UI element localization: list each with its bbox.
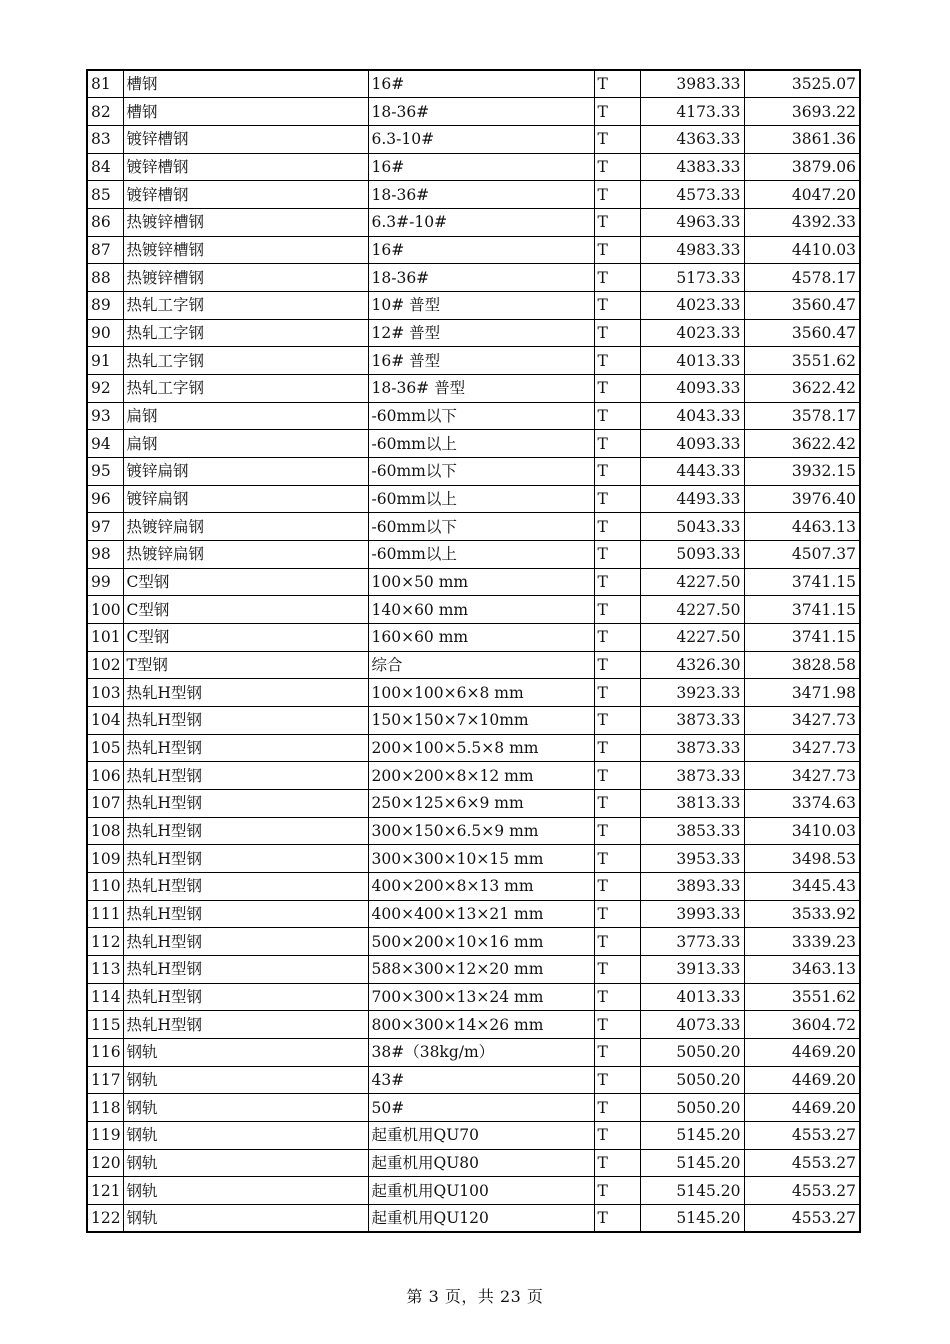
cell-material-name: 镀锌槽钢 — [123, 153, 368, 181]
cell-unit: T — [594, 540, 640, 568]
table-row — [87, 956, 860, 984]
cell-price-a: 4443.33 — [640, 457, 744, 485]
cell-unit: T — [594, 1066, 640, 1094]
cell-material-name: 扁钢 — [123, 402, 368, 430]
table-row — [87, 374, 860, 402]
cell-row-number: 85 — [87, 181, 123, 209]
cell-specification: -60mm以上 — [368, 430, 594, 458]
cell-material-name: 热轧H型钢 — [123, 789, 368, 817]
cell-price-a: 5145.20 — [640, 1122, 744, 1150]
cell-specification: 800×300×14×26 mm — [368, 1011, 594, 1039]
cell-specification: 6.3-10# — [368, 125, 594, 153]
cell-unit: T — [594, 762, 640, 790]
page-footer: 第 3 页，共 23 页 — [406, 1287, 544, 1306]
cell-row-number: 116 — [87, 1039, 123, 1067]
cell-unit: T — [594, 1011, 640, 1039]
cell-unit: T — [594, 402, 640, 430]
cell-specification: 18-36# 普型 — [368, 374, 594, 402]
cell-price-b: 3604.72 — [744, 1011, 860, 1039]
cell-row-number: 81 — [87, 70, 123, 98]
cell-unit: T — [594, 291, 640, 319]
cell-price-a: 4093.33 — [640, 374, 744, 402]
cell-price-b: 4553.27 — [744, 1205, 860, 1233]
table-row — [87, 762, 860, 790]
cell-specification: 38#（38kg/m） — [368, 1039, 594, 1067]
table-row — [87, 457, 860, 485]
cell-material-name: 钢轨 — [123, 1039, 368, 1067]
cell-price-a: 5093.33 — [640, 540, 744, 568]
cell-specification: 300×300×10×15 mm — [368, 845, 594, 873]
cell-specification: 18-36# — [368, 181, 594, 209]
cell-price-b: 4507.37 — [744, 540, 860, 568]
table-row — [87, 928, 860, 956]
cell-price-a: 5145.20 — [640, 1205, 744, 1233]
cell-material-name: 热轧H型钢 — [123, 928, 368, 956]
cell-price-b: 3551.62 — [744, 983, 860, 1011]
table-row — [87, 402, 860, 430]
cell-unit: T — [594, 70, 640, 98]
cell-material-name: 热轧H型钢 — [123, 983, 368, 1011]
cell-row-number: 114 — [87, 983, 123, 1011]
cell-price-b: 4469.20 — [744, 1094, 860, 1122]
cell-price-a: 4013.33 — [640, 983, 744, 1011]
cell-material-name: C型钢 — [123, 596, 368, 624]
cell-price-b: 3560.47 — [744, 291, 860, 319]
table-row — [87, 236, 860, 264]
cell-unit: T — [594, 347, 640, 375]
cell-material-name: 热轧H型钢 — [123, 762, 368, 790]
cell-price-a: 4043.33 — [640, 402, 744, 430]
table-row — [87, 1011, 860, 1039]
cell-specification: 400×200×8×13 mm — [368, 872, 594, 900]
cell-specification: 400×400×13×21 mm — [368, 900, 594, 928]
cell-specification: 50# — [368, 1094, 594, 1122]
cell-price-b: 3427.73 — [744, 734, 860, 762]
cell-material-name: 热轧H型钢 — [123, 956, 368, 984]
cell-specification: 100×50 mm — [368, 568, 594, 596]
cell-price-b: 4553.27 — [744, 1149, 860, 1177]
table-row — [87, 1177, 860, 1205]
cell-specification: 150×150×7×10mm — [368, 706, 594, 734]
cell-price-a: 3893.33 — [640, 872, 744, 900]
cell-unit: T — [594, 1177, 640, 1205]
cell-material-name: 槽钢 — [123, 70, 368, 98]
cell-row-number: 97 — [87, 513, 123, 541]
table-row — [87, 208, 860, 236]
table-row — [87, 817, 860, 845]
cell-row-number: 110 — [87, 872, 123, 900]
cell-material-name: 热轧H型钢 — [123, 734, 368, 762]
table-row — [87, 983, 860, 1011]
cell-price-a: 4093.33 — [640, 430, 744, 458]
cell-specification: -60mm以下 — [368, 457, 594, 485]
cell-row-number: 104 — [87, 706, 123, 734]
cell-specification: -60mm以上 — [368, 485, 594, 513]
cell-price-b: 3622.42 — [744, 374, 860, 402]
table-row — [87, 872, 860, 900]
cell-unit: T — [594, 872, 640, 900]
table-row — [87, 1122, 860, 1150]
table-row — [87, 1205, 860, 1233]
cell-specification: -60mm以上 — [368, 540, 594, 568]
table-row — [87, 1039, 860, 1067]
cell-row-number: 91 — [87, 347, 123, 375]
cell-price-b: 3741.15 — [744, 623, 860, 651]
cell-price-b: 3471.98 — [744, 679, 860, 707]
cell-price-a: 4326.30 — [640, 651, 744, 679]
cell-specification: 140×60 mm — [368, 596, 594, 624]
cell-unit: T — [594, 98, 640, 126]
cell-price-b: 4410.03 — [744, 236, 860, 264]
cell-price-a: 3813.33 — [640, 789, 744, 817]
cell-row-number: 94 — [87, 430, 123, 458]
cell-row-number: 118 — [87, 1094, 123, 1122]
cell-price-a: 4227.50 — [640, 568, 744, 596]
cell-specification: 12# 普型 — [368, 319, 594, 347]
cell-unit: T — [594, 623, 640, 651]
cell-row-number: 89 — [87, 291, 123, 319]
cell-price-b: 3622.42 — [744, 430, 860, 458]
cell-row-number: 109 — [87, 845, 123, 873]
cell-price-a: 3953.33 — [640, 845, 744, 873]
cell-material-name: 热轧H型钢 — [123, 872, 368, 900]
cell-material-name: T型钢 — [123, 651, 368, 679]
cell-price-a: 3853.33 — [640, 817, 744, 845]
cell-price-b: 4469.20 — [744, 1039, 860, 1067]
cell-unit: T — [594, 125, 640, 153]
cell-unit: T — [594, 956, 640, 984]
cell-row-number: 100 — [87, 596, 123, 624]
cell-price-b: 4463.13 — [744, 513, 860, 541]
cell-row-number: 115 — [87, 1011, 123, 1039]
cell-material-name: 热轧工字钢 — [123, 319, 368, 347]
cell-row-number: 121 — [87, 1177, 123, 1205]
table-row — [87, 540, 860, 568]
table-row — [87, 1066, 860, 1094]
cell-row-number: 95 — [87, 457, 123, 485]
cell-row-number: 103 — [87, 679, 123, 707]
cell-price-a: 5145.20 — [640, 1177, 744, 1205]
table-row — [87, 568, 860, 596]
cell-price-a: 5145.20 — [640, 1149, 744, 1177]
cell-price-a: 4227.50 — [640, 596, 744, 624]
cell-specification: 18-36# — [368, 264, 594, 292]
cell-price-b: 3374.63 — [744, 789, 860, 817]
cell-row-number: 93 — [87, 402, 123, 430]
cell-material-name: 镀锌扁钢 — [123, 457, 368, 485]
table-row — [87, 513, 860, 541]
table-row — [87, 98, 860, 126]
cell-row-number: 86 — [87, 208, 123, 236]
cell-row-number: 120 — [87, 1149, 123, 1177]
cell-price-b: 3578.17 — [744, 402, 860, 430]
cell-material-name: 热镀锌槽钢 — [123, 208, 368, 236]
cell-specification: 100×100×6×8 mm — [368, 679, 594, 707]
cell-price-b: 4469.20 — [744, 1066, 860, 1094]
cell-specification: 16# — [368, 153, 594, 181]
cell-price-a: 3773.33 — [640, 928, 744, 956]
cell-price-a: 4227.50 — [640, 623, 744, 651]
cell-material-name: C型钢 — [123, 623, 368, 651]
cell-price-a: 4023.33 — [640, 319, 744, 347]
cell-material-name: 槽钢 — [123, 98, 368, 126]
cell-material-name: C型钢 — [123, 568, 368, 596]
cell-row-number: 88 — [87, 264, 123, 292]
cell-price-a: 5043.33 — [640, 513, 744, 541]
cell-price-b: 3463.13 — [744, 956, 860, 984]
table-row — [87, 679, 860, 707]
cell-price-b: 3525.07 — [744, 70, 860, 98]
cell-specification: 16# — [368, 236, 594, 264]
cell-price-b: 3551.62 — [744, 347, 860, 375]
cell-price-a: 3923.33 — [640, 679, 744, 707]
cell-price-b: 4578.17 — [744, 264, 860, 292]
cell-unit: T — [594, 817, 640, 845]
cell-unit: T — [594, 153, 640, 181]
cell-price-b: 3861.36 — [744, 125, 860, 153]
cell-unit: T — [594, 734, 640, 762]
cell-price-b: 4553.27 — [744, 1177, 860, 1205]
cell-price-a: 4983.33 — [640, 236, 744, 264]
cell-specification: 起重机用QU70 — [368, 1122, 594, 1150]
cell-price-b: 3410.03 — [744, 817, 860, 845]
cell-price-a: 3913.33 — [640, 956, 744, 984]
cell-unit: T — [594, 568, 640, 596]
cell-row-number: 101 — [87, 623, 123, 651]
cell-material-name: 镀锌扁钢 — [123, 485, 368, 513]
cell-material-name: 热镀锌扁钢 — [123, 513, 368, 541]
cell-specification: 起重机用QU100 — [368, 1177, 594, 1205]
table-row — [87, 485, 860, 513]
cell-material-name: 钢轨 — [123, 1177, 368, 1205]
cell-price-b: 3498.53 — [744, 845, 860, 873]
cell-price-b: 3976.40 — [744, 485, 860, 513]
cell-unit: T — [594, 485, 640, 513]
cell-material-name: 热轧工字钢 — [123, 291, 368, 319]
cell-specification: -60mm以下 — [368, 513, 594, 541]
cell-price-b: 3693.22 — [744, 98, 860, 126]
cell-specification: 起重机用QU80 — [368, 1149, 594, 1177]
cell-price-b: 3932.15 — [744, 457, 860, 485]
cell-specification: 700×300×13×24 mm — [368, 983, 594, 1011]
cell-unit: T — [594, 1122, 640, 1150]
cell-price-a: 4573.33 — [640, 181, 744, 209]
cell-price-a: 4073.33 — [640, 1011, 744, 1039]
cell-price-b: 3533.92 — [744, 900, 860, 928]
table-row — [87, 181, 860, 209]
cell-material-name: 热轧H型钢 — [123, 817, 368, 845]
table-row — [87, 347, 860, 375]
cell-unit: T — [594, 1094, 640, 1122]
cell-price-a: 5050.20 — [640, 1066, 744, 1094]
cell-material-name: 钢轨 — [123, 1205, 368, 1233]
cell-row-number: 90 — [87, 319, 123, 347]
cell-specification: 200×100×5.5×8 mm — [368, 734, 594, 762]
cell-unit: T — [594, 845, 640, 873]
cell-unit: T — [594, 319, 640, 347]
cell-price-b: 3427.73 — [744, 706, 860, 734]
cell-row-number: 99 — [87, 568, 123, 596]
price-table-body — [87, 70, 860, 1232]
cell-specification: 16# — [368, 70, 594, 98]
cell-unit: T — [594, 1149, 640, 1177]
cell-price-a: 5173.33 — [640, 264, 744, 292]
table-row — [87, 70, 860, 98]
cell-price-a: 4963.33 — [640, 208, 744, 236]
cell-material-name: 钢轨 — [123, 1094, 368, 1122]
cell-material-name: 扁钢 — [123, 430, 368, 458]
table-row — [87, 734, 860, 762]
cell-specification: 18-36# — [368, 98, 594, 126]
cell-price-a: 3873.33 — [640, 706, 744, 734]
cell-row-number: 83 — [87, 125, 123, 153]
cell-unit: T — [594, 236, 640, 264]
cell-unit: T — [594, 430, 640, 458]
table-row — [87, 1149, 860, 1177]
cell-price-b: 3741.15 — [744, 596, 860, 624]
table-row — [87, 651, 860, 679]
cell-price-b: 3741.15 — [744, 568, 860, 596]
table-row — [87, 596, 860, 624]
cell-material-name: 镀锌槽钢 — [123, 181, 368, 209]
cell-unit: T — [594, 264, 640, 292]
table-row — [87, 291, 860, 319]
cell-unit: T — [594, 1205, 640, 1233]
cell-material-name: 热轧H型钢 — [123, 900, 368, 928]
cell-price-b: 3339.23 — [744, 928, 860, 956]
table-row — [87, 900, 860, 928]
price-table — [86, 69, 861, 1233]
cell-material-name: 热轧工字钢 — [123, 347, 368, 375]
cell-row-number: 107 — [87, 789, 123, 817]
cell-row-number: 111 — [87, 900, 123, 928]
cell-price-a: 5050.20 — [640, 1094, 744, 1122]
cell-price-b: 4392.33 — [744, 208, 860, 236]
table-row — [87, 153, 860, 181]
cell-specification: 250×125×6×9 mm — [368, 789, 594, 817]
cell-unit: T — [594, 181, 640, 209]
cell-specification: 起重机用QU120 — [368, 1205, 594, 1233]
cell-price-a: 4023.33 — [640, 291, 744, 319]
table-row — [87, 845, 860, 873]
cell-price-a: 4173.33 — [640, 98, 744, 126]
cell-specification: 500×200×10×16 mm — [368, 928, 594, 956]
cell-unit: T — [594, 513, 640, 541]
cell-unit: T — [594, 928, 640, 956]
cell-price-a: 3993.33 — [640, 900, 744, 928]
cell-specification: 综合 — [368, 651, 594, 679]
table-row — [87, 706, 860, 734]
table-row — [87, 789, 860, 817]
cell-price-a: 4363.33 — [640, 125, 744, 153]
cell-row-number: 105 — [87, 734, 123, 762]
cell-row-number: 84 — [87, 153, 123, 181]
cell-material-name: 热轧工字钢 — [123, 374, 368, 402]
cell-material-name: 热轧H型钢 — [123, 706, 368, 734]
cell-price-a: 3873.33 — [640, 734, 744, 762]
cell-price-a: 3983.33 — [640, 70, 744, 98]
cell-unit: T — [594, 457, 640, 485]
cell-specification: 588×300×12×20 mm — [368, 956, 594, 984]
cell-unit: T — [594, 374, 640, 402]
cell-price-a: 4383.33 — [640, 153, 744, 181]
cell-specification: 16# 普型 — [368, 347, 594, 375]
cell-price-a: 5050.20 — [640, 1039, 744, 1067]
cell-specification: 300×150×6.5×9 mm — [368, 817, 594, 845]
cell-specification: 10# 普型 — [368, 291, 594, 319]
cell-row-number: 106 — [87, 762, 123, 790]
cell-price-a: 3873.33 — [640, 762, 744, 790]
table-row — [87, 264, 860, 292]
cell-material-name: 热轧H型钢 — [123, 845, 368, 873]
cell-row-number: 108 — [87, 817, 123, 845]
cell-row-number: 92 — [87, 374, 123, 402]
cell-specification: -60mm以下 — [368, 402, 594, 430]
cell-specification: 6.3#-10# — [368, 208, 594, 236]
cell-row-number: 102 — [87, 651, 123, 679]
cell-material-name: 热轧H型钢 — [123, 679, 368, 707]
cell-material-name: 钢轨 — [123, 1066, 368, 1094]
cell-specification: 43# — [368, 1066, 594, 1094]
cell-material-name: 热镀锌槽钢 — [123, 264, 368, 292]
cell-unit: T — [594, 706, 640, 734]
cell-row-number: 122 — [87, 1205, 123, 1233]
cell-price-b: 3427.73 — [744, 762, 860, 790]
cell-material-name: 钢轨 — [123, 1149, 368, 1177]
cell-price-b: 3445.43 — [744, 872, 860, 900]
cell-material-name: 热轧H型钢 — [123, 1011, 368, 1039]
cell-price-b: 4047.20 — [744, 181, 860, 209]
cell-unit: T — [594, 789, 640, 817]
cell-price-b: 3879.06 — [744, 153, 860, 181]
table-row — [87, 1094, 860, 1122]
cell-unit: T — [594, 596, 640, 624]
cell-unit: T — [594, 651, 640, 679]
cell-unit: T — [594, 208, 640, 236]
cell-material-name: 钢轨 — [123, 1122, 368, 1150]
cell-row-number: 112 — [87, 928, 123, 956]
cell-row-number: 82 — [87, 98, 123, 126]
cell-price-a: 4013.33 — [640, 347, 744, 375]
table-row — [87, 430, 860, 458]
cell-price-b: 4553.27 — [744, 1122, 860, 1150]
table-row — [87, 125, 860, 153]
cell-price-a: 4493.33 — [640, 485, 744, 513]
table-row — [87, 623, 860, 651]
cell-price-b: 3828.58 — [744, 651, 860, 679]
cell-price-b: 3560.47 — [744, 319, 860, 347]
cell-row-number: 117 — [87, 1066, 123, 1094]
cell-row-number: 98 — [87, 540, 123, 568]
table-row — [87, 319, 860, 347]
cell-row-number: 113 — [87, 956, 123, 984]
cell-material-name: 热镀锌槽钢 — [123, 236, 368, 264]
cell-unit: T — [594, 900, 640, 928]
cell-specification: 160×60 mm — [368, 623, 594, 651]
cell-unit: T — [594, 1039, 640, 1067]
cell-row-number: 87 — [87, 236, 123, 264]
cell-unit: T — [594, 983, 640, 1011]
cell-specification: 200×200×8×12 mm — [368, 762, 594, 790]
cell-unit: T — [594, 679, 640, 707]
cell-row-number: 119 — [87, 1122, 123, 1150]
cell-material-name: 热镀锌扁钢 — [123, 540, 368, 568]
cell-material-name: 镀锌槽钢 — [123, 125, 368, 153]
cell-row-number: 96 — [87, 485, 123, 513]
